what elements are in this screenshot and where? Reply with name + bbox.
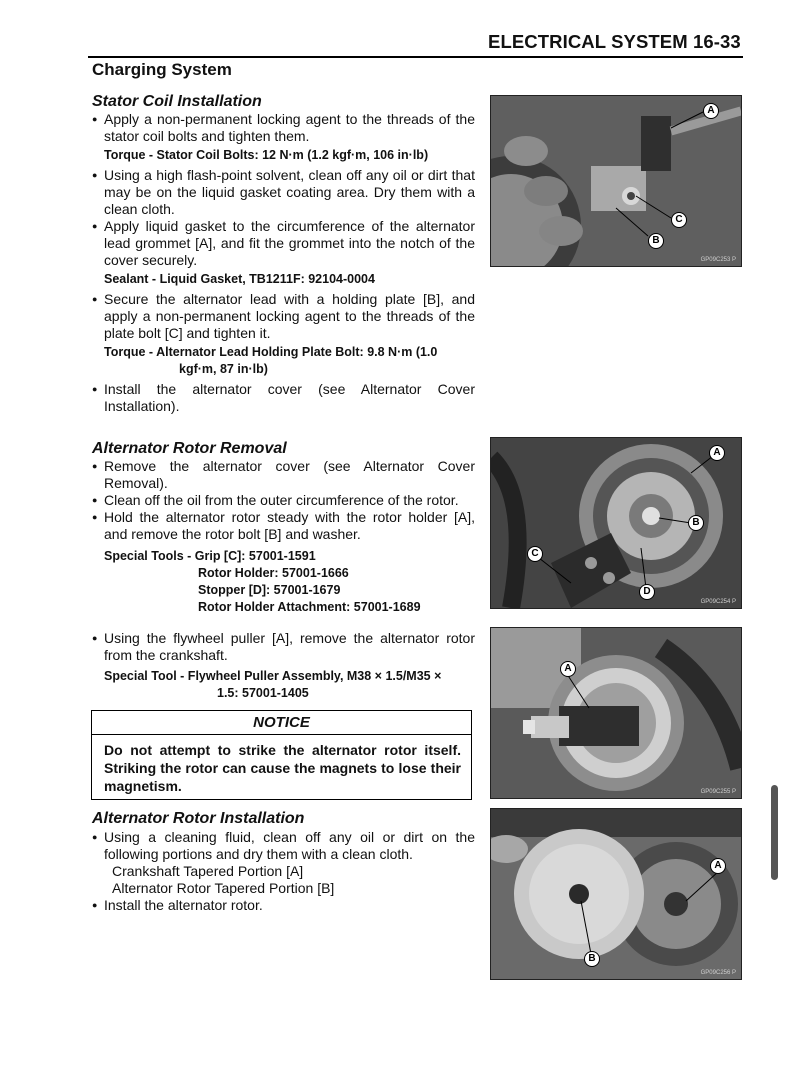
stator-heading: Stator Coil Installation xyxy=(92,93,262,110)
step-clean-solvent: ● Using a high flash-point solvent, clean off any oil or dirt that may be on the liquid gasket coating area. Dry them with a clean cloth. xyxy=(92,167,475,218)
photo-rotor-holder xyxy=(490,437,742,609)
photo-code: GP09C255 P xyxy=(700,789,736,795)
step-remove-cover: ● Remove the alternator cover (see Alternator Cover Removal). xyxy=(92,458,475,492)
step-install-cover: ● Install the alternator cover (see Alternator Cover Installation). xyxy=(92,381,475,415)
flywheel-puller-illustration xyxy=(491,628,741,798)
header-rule xyxy=(88,56,743,58)
step-clean-oil: ● Clean off the oil from the outer circumference of the rotor. xyxy=(92,492,475,509)
callout-b: B xyxy=(688,515,704,531)
callout-c: C xyxy=(527,546,543,562)
tool-rotor-holder-attachment: Rotor Holder Attachment: 57001-1689 xyxy=(198,600,421,614)
torque-holding-plate-line2: kgf·m, 87 in·lb) xyxy=(179,362,268,376)
portion-rotor: Alternator Rotor Tapered Portion [B] xyxy=(112,880,335,896)
step-clean-portions: ● Using a cleaning fluid, clean off any oil or dirt on the following portions and dry them with a clean cloth. xyxy=(92,829,475,863)
installation-heading: Alternator Rotor Installation xyxy=(92,810,305,827)
step-install-rotor: ● Install the alternator rotor. xyxy=(92,897,475,914)
scrollbar-thumb[interactable] xyxy=(771,785,778,880)
callout-a: A xyxy=(703,103,719,119)
stator-steps xyxy=(92,111,475,415)
step-hold-rotor: ● Hold the alternator rotor steady with the rotor holder [A], and remove the rotor bolt [B] and washer. xyxy=(92,509,475,543)
chapter-title: Charging System xyxy=(92,60,232,79)
special-tool-puller xyxy=(92,668,475,702)
removal-steps xyxy=(92,458,475,616)
callout-a: A xyxy=(709,445,725,461)
tool-stopper: Stopper [D]: 57001-1679 xyxy=(198,583,341,597)
photo-code: GP09C253 P xyxy=(700,257,736,263)
callout-a: A xyxy=(710,858,726,874)
photo-flywheel-puller xyxy=(490,627,742,799)
notice-body: Do not attempt to strike the alternator rotor itself. Striking the rotor can cause the magnets to lose their magnetism. xyxy=(104,742,461,794)
photo-code: GP09C254 P xyxy=(700,599,736,605)
tool-puller-line2: 1.5: 57001-1405 xyxy=(217,686,309,700)
stator-coil-illustration xyxy=(491,96,741,266)
removal-heading: Alternator Rotor Removal xyxy=(92,440,287,457)
callout-b: B xyxy=(584,951,600,967)
callout-a: A xyxy=(560,661,576,677)
running-header: ELECTRICAL SYSTEM 16-33 xyxy=(488,31,741,52)
portion-crankshaft: Crankshaft Tapered Portion [A] xyxy=(112,863,304,879)
torque-stator-bolts: Torque - Stator Coil Bolts: 12 N·m (1.2 kgf·m, 106 in·lb) xyxy=(104,148,429,162)
callout-d: D xyxy=(639,584,655,600)
photo-rotor-installation xyxy=(490,808,742,980)
callout-c: C xyxy=(671,212,687,228)
step-apply-locking-agent: ● Apply a non-permanent locking agent to the threads of the stator coil bolts and tighten them. xyxy=(92,111,475,145)
installation-steps xyxy=(92,829,475,914)
puller-steps xyxy=(92,630,475,702)
rotor-installation-illustration xyxy=(491,809,741,979)
torque-holding-plate-line1: Torque - Alternator Lead Holding Plate Bolt: 9.8 N·m (1.0 xyxy=(104,345,438,359)
step-use-puller: ● Using the flywheel puller [A], remove the alternator rotor from the crankshaft. xyxy=(92,630,475,664)
callout-b: B xyxy=(648,233,664,249)
sealant-spec: Sealant - Liquid Gasket, TB1211F: 92104-0004 xyxy=(104,272,375,286)
tool-puller-line1: Special Tool - Flywheel Puller Assembly, M38 × 1.5/M35 × xyxy=(104,669,442,683)
notice-box xyxy=(91,710,472,800)
photo-stator-coil xyxy=(490,95,742,267)
step-apply-gasket: ● Apply liquid gasket to the circumference of the alternator lead grommet [A], and fit the grommet into the notch of the cover securely. xyxy=(92,218,475,269)
photo-code: GP09C256 P xyxy=(700,970,736,976)
torque-holding-plate xyxy=(92,344,475,378)
tool-rotor-holder: Rotor Holder: 57001-1666 xyxy=(198,566,349,580)
step-secure-lead: ● Secure the alternator lead with a holding plate [B], and apply a non-permanent locking agent to the threads of the plate bolt [C] and tighten it. xyxy=(92,291,475,342)
tool-grip: Special Tools - Grip [C]: 57001-1591 xyxy=(104,549,316,563)
notice-title: NOTICE xyxy=(92,711,471,735)
special-tools-list xyxy=(92,548,475,616)
